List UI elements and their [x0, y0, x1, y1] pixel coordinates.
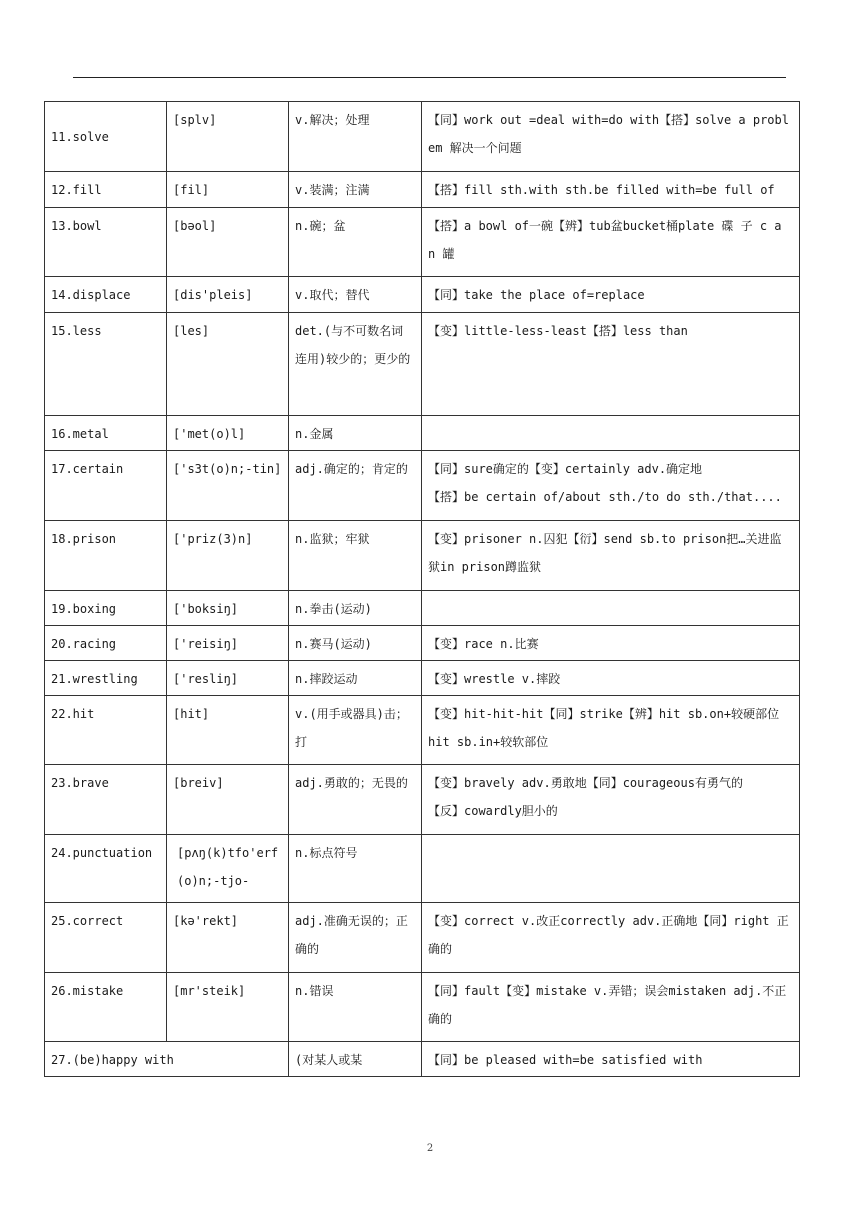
table-row — [45, 1042, 800, 1077]
notes-cell: 【变】hit-hit-hit【同】strike【辨】hit sb.on+较硬部位 hit sb.in+较软部位 — [422, 696, 800, 765]
table-row — [45, 172, 800, 208]
notes-cell: 【同】take the place of=replace — [422, 277, 800, 313]
header-rule — [73, 77, 786, 78]
table-row — [45, 765, 800, 835]
meaning-cell: n.拳击(运动) — [289, 591, 422, 626]
notes-cell: 【变】little-less-least【搭】less than — [422, 313, 800, 416]
meaning-cell: n.摔跤运动 — [289, 661, 422, 696]
table-row — [45, 277, 800, 313]
table-row — [45, 835, 800, 903]
page-number: 2 — [426, 1143, 434, 1154]
table-row — [45, 416, 800, 451]
notes-cell: 【同】sure确定的【变】certainly adv.确定地 【搭】be certain of/about sth./to do sth./that.... — [422, 451, 800, 521]
phonetic-cell: [bəol] — [167, 208, 289, 277]
word-cell: 21.wrestling — [45, 661, 167, 696]
notes-cell: 【同】fault【变】mistake v.弄错；误会mistaken adj.不正确的 — [422, 973, 800, 1042]
meaning-cell: v.装满；注满 — [289, 172, 422, 208]
table-row — [45, 661, 800, 696]
phonetic-cell: [les] — [167, 313, 289, 416]
meaning-cell: v.(用手或器具)击；打 — [289, 696, 422, 765]
table-row — [45, 696, 800, 765]
phonetic-cell: [dis'pleis] — [167, 277, 289, 313]
phonetic-cell: ['priz(3)n] — [167, 521, 289, 591]
word-cell: 24.punctuation — [45, 835, 167, 903]
notes-cell — [422, 591, 800, 626]
table-row — [45, 102, 800, 172]
phonetic-cell: [kə'rekt] — [167, 903, 289, 973]
table-row — [45, 208, 800, 277]
word-cell: 13.bowl — [45, 208, 167, 277]
notes-cell: 【搭】fill sth.with sth.be filled with=be full of — [422, 172, 800, 208]
meaning-cell: (对某人或某 — [289, 1042, 422, 1077]
phonetic-cell: ['met(o)l] — [167, 416, 289, 451]
word-cell: 12.fill — [45, 172, 167, 208]
notes-cell: 【变】wrestle v.摔跤 — [422, 661, 800, 696]
meaning-cell: n.标点符号 — [289, 835, 422, 903]
word-cell: 11.solve — [45, 102, 167, 172]
word-cell: 20.racing — [45, 626, 167, 661]
notes-cell: 【变】race n.比赛 — [422, 626, 800, 661]
meaning-cell: det.(与不可数名词连用)较少的；更少的 — [289, 313, 422, 416]
notes-cell — [422, 835, 800, 903]
phonetic-cell: [hit] — [167, 696, 289, 765]
phonetic-cell: [mr'steik] — [167, 973, 289, 1042]
phonetic-cell: ['resliŋ] — [167, 661, 289, 696]
phonetic-cell: [fil] — [167, 172, 289, 208]
notes-cell: 【变】bravely adv.勇敢地【同】courageous有勇气的 【反】cowardly胆小的 — [422, 765, 800, 835]
phonetic-cell: ['reisiŋ] — [167, 626, 289, 661]
word-cell: 25.correct — [45, 903, 167, 973]
word-cell: 18.prison — [45, 521, 167, 591]
phonetic-cell: [pʌŋ(k)tfo'erf(o)n;-tjo- — [167, 835, 289, 903]
notes-cell: 【变】prisoner n.囚犯【衍】send sb.to prison把…关进监狱in prison蹲监狱 — [422, 521, 800, 591]
table-row — [45, 903, 800, 973]
word-cell: 15.less — [45, 313, 167, 416]
meaning-cell: adj.确定的；肯定的 — [289, 451, 422, 521]
meaning-cell: v.取代；替代 — [289, 277, 422, 313]
word-cell: 26.mistake — [45, 973, 167, 1042]
notes-cell: 【搭】a bowl of一碗【辨】tub盆bucket桶plate 碟 子 c a n 罐 — [422, 208, 800, 277]
word-cell: 16.metal — [45, 416, 167, 451]
word-cell: 17.certain — [45, 451, 167, 521]
phonetic-cell: [splv] — [167, 102, 289, 172]
notes-cell: 【同】be pleased with=be satisfied with — [422, 1042, 800, 1077]
table-row — [45, 973, 800, 1042]
meaning-cell: v.解决；处理 — [289, 102, 422, 172]
notes-cell — [422, 416, 800, 451]
word-cell: 27.(be)happy with — [45, 1042, 289, 1077]
meaning-cell: n.赛马(运动) — [289, 626, 422, 661]
phonetic-cell: ['s3t(o)n;-tin] — [167, 451, 289, 521]
notes-cell: 【变】correct v.改正correctly adv.正确地【同】right 正确的 — [422, 903, 800, 973]
notes-cell: 【同】work out =deal with=do with【搭】solve a problem 解决一个问题 — [422, 102, 800, 172]
meaning-cell: n.错误 — [289, 973, 422, 1042]
meaning-cell: adj.勇敢的；无畏的 — [289, 765, 422, 835]
meaning-cell: n.金属 — [289, 416, 422, 451]
phonetic-cell: [breiv] — [167, 765, 289, 835]
meaning-cell: adj.准确无误的；正确的 — [289, 903, 422, 973]
word-cell: 23.brave — [45, 765, 167, 835]
table-row — [45, 451, 800, 521]
vocabulary-table — [44, 101, 800, 1077]
word-cell: 22.hit — [45, 696, 167, 765]
word-cell: 19.boxing — [45, 591, 167, 626]
meaning-cell: n.碗；盆 — [289, 208, 422, 277]
word-cell: 14.displace — [45, 277, 167, 313]
table-row — [45, 626, 800, 661]
table-row — [45, 591, 800, 626]
table-row — [45, 313, 800, 416]
table-row — [45, 521, 800, 591]
meaning-cell: n.监狱；牢狱 — [289, 521, 422, 591]
phonetic-cell: ['boksiŋ] — [167, 591, 289, 626]
